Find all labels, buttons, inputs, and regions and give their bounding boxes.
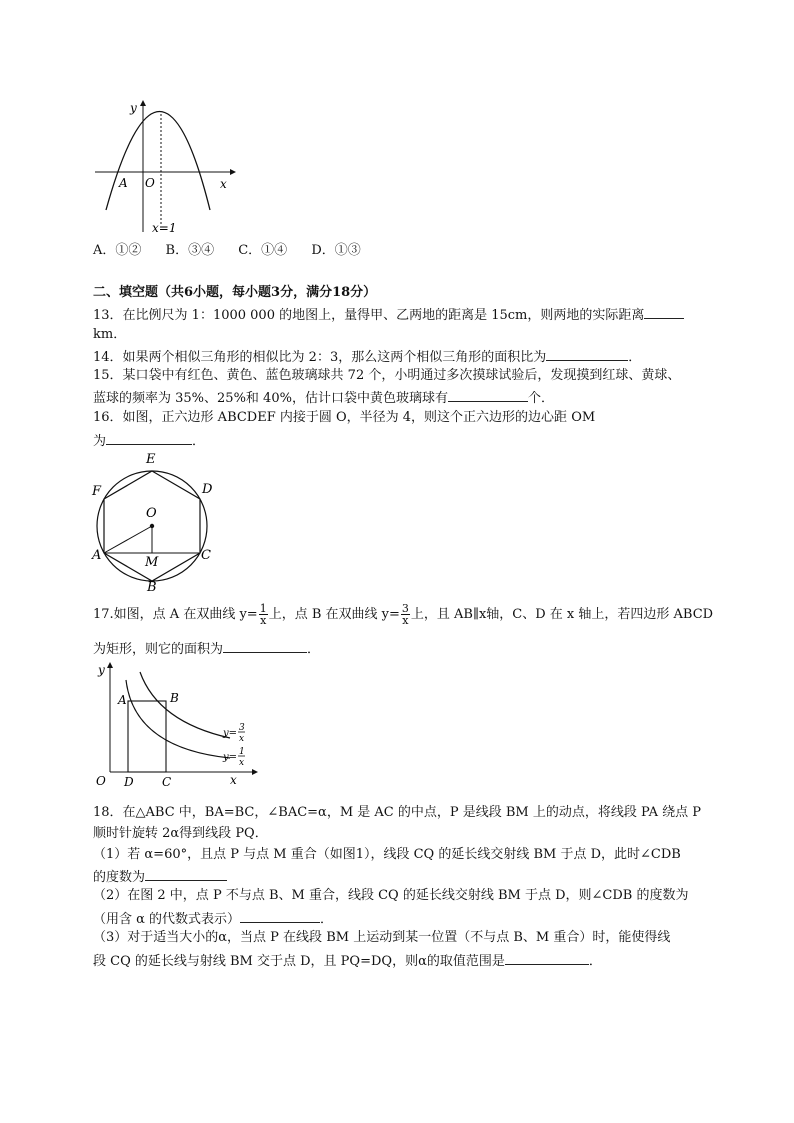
parabola-origin-label: O — [145, 176, 155, 190]
hexagon-label-e: E — [146, 452, 156, 467]
q14-answer-blank[interactable] — [546, 347, 628, 361]
parabola-x-label: x — [220, 177, 227, 191]
hyperbola-figure — [92, 660, 262, 792]
hexagon-label-a: A — [92, 548, 102, 563]
q18-line7: （3）对于适当大小的α，当点 P 在线段 BM 上运动到某一位置（不与点 B、M 重合）时，能使得线 — [93, 930, 671, 945]
q12-option-b[interactable]: B．③④ — [165, 243, 215, 258]
q18-part3-text: 段 CQ 的延长线与射线 BM 交于点 D，且 PQ=DQ，则α的取值范围是 — [93, 954, 505, 969]
q17-text-part2: 上，点 B 在双曲线 y= — [268, 607, 400, 622]
parabola-y-label: y — [130, 101, 137, 115]
q13-text: 13．在比例尺为 1：1000 000 的地图上，量得甲、乙两地的距离是 15cm，则两地的实际距离 — [93, 308, 645, 323]
q18-line2: 顺时针旋转 2α得到线段 PQ． — [93, 826, 268, 841]
q14-text: 14．如果两个相似三角形的相似比为 2：3，那么这两个相似三角形的面积比为 — [93, 350, 547, 365]
q13-answer-blank[interactable] — [644, 305, 684, 319]
q16-line1: 16．如图，正六边形 ABCDEF 内接于圆 O，半径为 4，则这个正六边形的边心距 OM — [93, 410, 596, 425]
parabola-x-arrow — [230, 169, 236, 175]
hyperbola-origin-label: O — [96, 774, 106, 788]
curve3-label-den: x — [239, 734, 245, 744]
hyperbola-label-b: B — [170, 691, 179, 705]
curve1-label-num: 1 — [239, 747, 245, 757]
q18-part2-blank[interactable] — [240, 909, 320, 923]
q18-line8 — [93, 951, 602, 970]
q16-answer-blank[interactable] — [106, 431, 192, 445]
q17-text-part1: 17.如图，点 A 在双曲线 y= — [93, 607, 258, 622]
hyperbola-x-arrow — [252, 769, 258, 775]
q15-answer-blank[interactable] — [448, 388, 528, 402]
q15-end: 个． — [527, 391, 554, 406]
q16-end: ． — [192, 434, 206, 449]
q17-end: ． — [307, 642, 321, 657]
q18-line3: （1）若 α=60°，且点 P 与点 M 重合（如图1），线段 CQ 的延长线交射线 BM 于点 D，此时∠CDB — [93, 847, 681, 862]
q18-part1-blank[interactable] — [145, 867, 227, 881]
q15-text: 蓝球的频率为 35%、25%和 40%，估计口袋中黄色玻璃球有 — [93, 391, 448, 406]
curve3-label-num: 3 — [239, 723, 245, 733]
q16-text: 为 — [93, 434, 107, 449]
q12-option-a[interactable]: A．①② — [93, 243, 142, 258]
q18-part2-text: （用含 α 的代数式表示） — [93, 912, 241, 927]
q17-text-part3: 上，且 AB∥x轴，C、D 在 x 轴上，若四边形 ABCD — [410, 607, 714, 622]
q12-option-c[interactable]: C．①④ — [238, 243, 288, 258]
q18-line5: （2）在图 2 中，点 P 不与点 B、M 重合，线段 CQ 的延长线交射线 BM 于点 D，则∠CDB 的度数为 — [93, 888, 689, 903]
q17-frac2-num: 3 — [401, 602, 409, 615]
hexagon-label-f: F — [92, 484, 102, 499]
hexagon-radius-oa — [104, 526, 152, 553]
q18-part1-text: 的度数为 — [93, 870, 146, 885]
parabola-figure — [90, 98, 240, 238]
hyperbola-y-arrow — [107, 662, 113, 668]
q12-option-d[interactable]: D．①③ — [311, 243, 361, 258]
hyperbola-y-label: y — [98, 663, 105, 677]
q18-line4 — [93, 867, 227, 886]
hexagon-label-m: M — [145, 555, 159, 570]
section2-title: 二、填空题（共6小题，每小题3分，满分18分） — [93, 285, 377, 300]
parabola-axis-label: x=1 — [152, 221, 177, 235]
hexagon-center-dot — [150, 524, 154, 528]
q14-end: ． — [628, 350, 642, 365]
q15-line1: 15．某口袋中有红色、黄色、蓝色玻璃球共 72 个，小明通过多次摸球试验后，发现摸到红球、黄球、 — [93, 368, 681, 383]
parabola-y-arrow — [140, 100, 146, 106]
q17-frac1-num: 1 — [259, 602, 267, 615]
curve1-label-den: x — [239, 758, 245, 768]
q17-line1 — [93, 603, 713, 627]
hexagon-label-d: D — [202, 482, 213, 497]
curve1-label-prefix: y= — [223, 752, 238, 763]
q18-line1: 18．在△ABC 中，BA=BC，∠BAC=α，M 是 AC 的中点，P 是线段 BM 上的动点，将线段 PA 绕点 P — [93, 805, 701, 820]
hyperbola-curve-3x — [140, 672, 230, 738]
q17-fraction-1 — [259, 603, 268, 626]
q17-frac1-den: x — [260, 614, 267, 627]
q18-part2-end: ． — [320, 912, 334, 927]
q17-text-line2: 为矩形，则它的面积为 — [93, 642, 224, 657]
hyperbola-label-a: A — [118, 693, 127, 707]
hyperbola-x-label: x — [230, 773, 237, 787]
hexagon-label-o: O — [146, 506, 157, 521]
q15-line2 — [93, 388, 554, 407]
q14-line — [93, 347, 641, 366]
q17-frac2-den: x — [402, 614, 409, 627]
curve3-label-prefix: y= — [223, 728, 238, 739]
parabola-curve — [106, 112, 210, 211]
hexagon-figure — [88, 446, 218, 594]
hyperbola-label-d: D — [124, 775, 134, 789]
q17-fraction-2 — [401, 603, 410, 626]
q17-answer-blank[interactable] — [223, 639, 307, 653]
q17-line2 — [93, 639, 320, 658]
q13-line2: km． — [93, 327, 127, 342]
q18-part3-end: ． — [588, 954, 602, 969]
hyperbola-label-c: C — [162, 775, 172, 789]
parabola-point-a-label: A — [119, 176, 128, 190]
q18-line6 — [93, 909, 333, 928]
q13-line1 — [93, 305, 684, 324]
hexagon-label-b: B — [147, 580, 157, 594]
hexagon-label-c: C — [201, 548, 211, 563]
q12-options — [93, 243, 361, 259]
q18-part3-blank[interactable] — [505, 951, 589, 965]
